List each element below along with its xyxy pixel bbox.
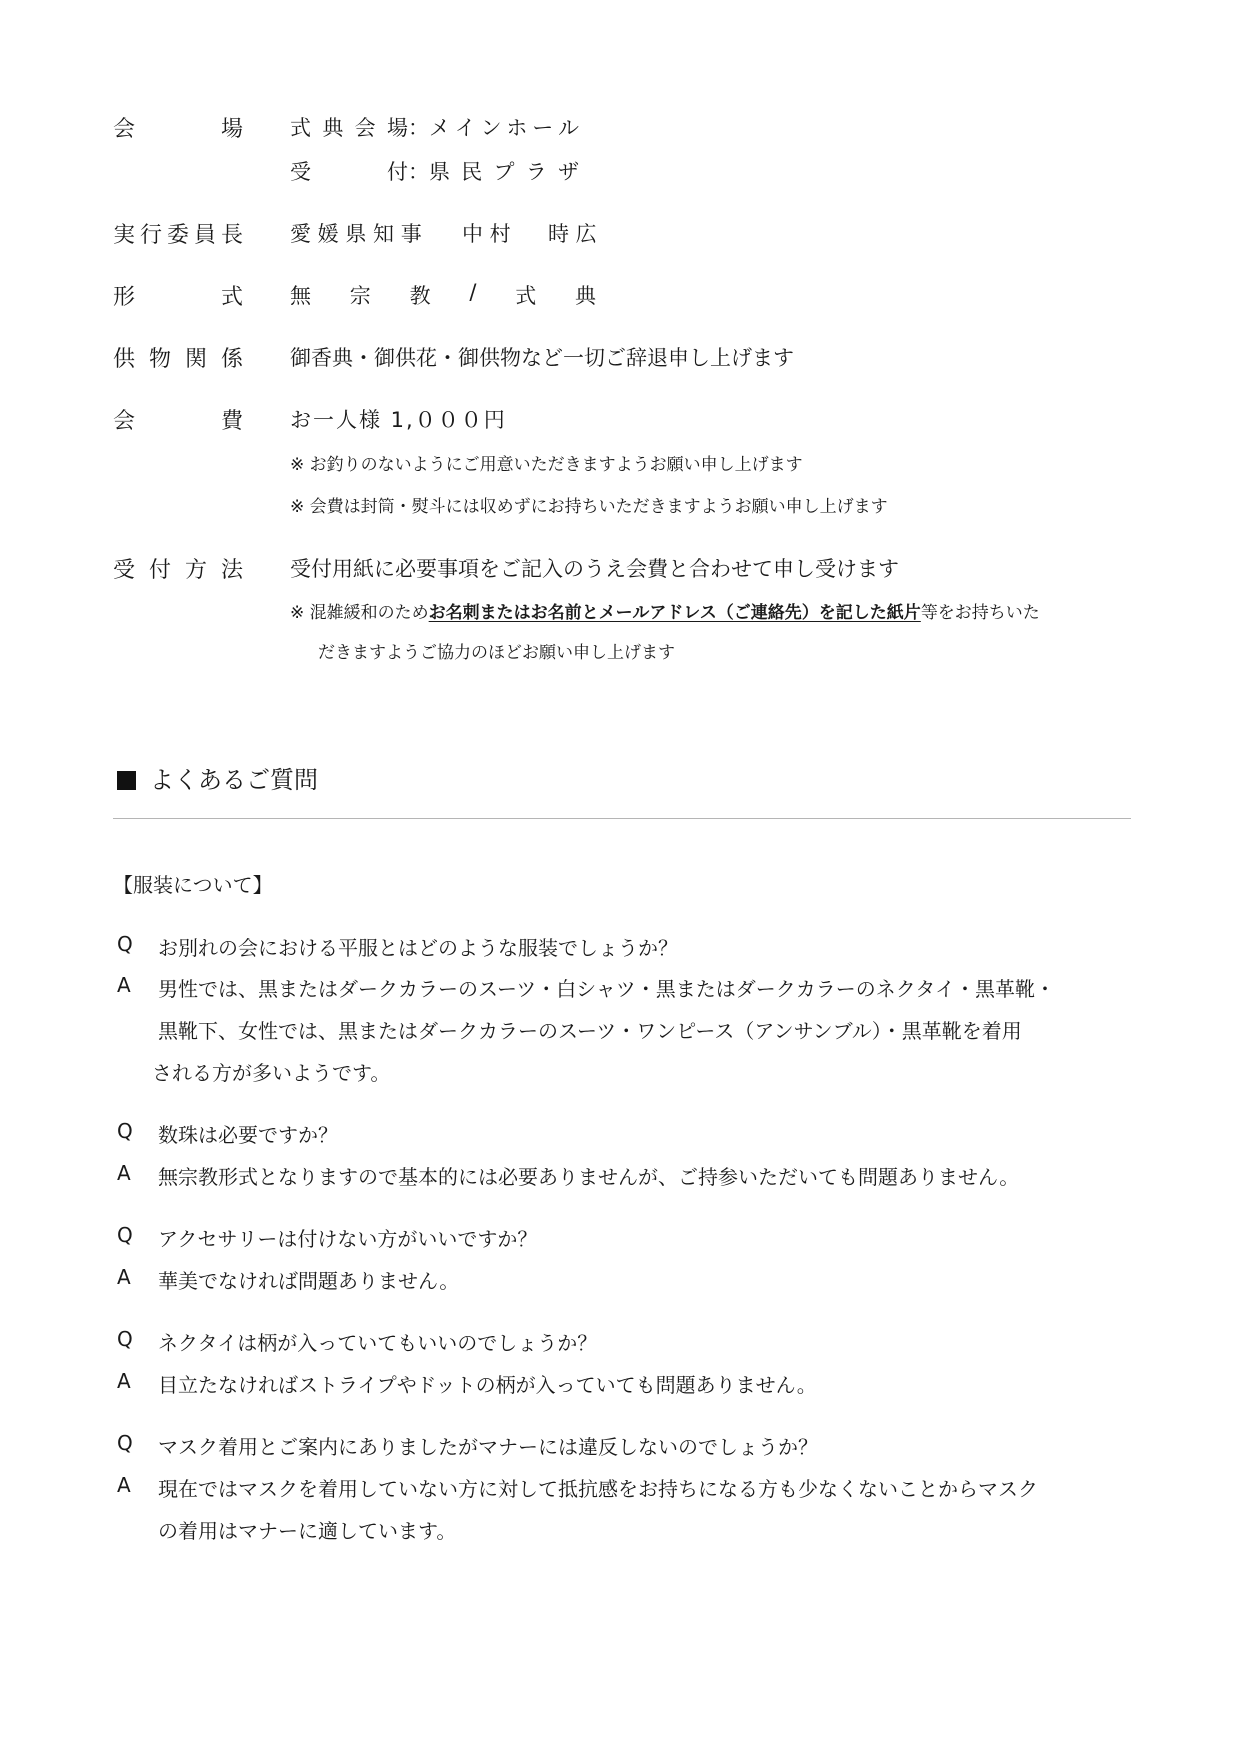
chair-name-given: 時 広 — [548, 222, 597, 246]
venue-label: 会 場 — [113, 117, 243, 142]
answer-text: 華美でなければ問題ありません。 — [158, 1269, 460, 1293]
chair-title: 愛 媛 県 知 事 — [290, 222, 422, 246]
answer-text: 現在ではマスクを着用していない方に対して抵抗感をお持ちになる方も少なくないことからマスク — [158, 1477, 1038, 1501]
faq-heading — [117, 760, 318, 795]
format-value: 無 宗 教 / 式 典 — [290, 280, 596, 308]
question-mark: Q — [117, 1119, 133, 1143]
answer-text: 男性では、黒またはダークカラーのスーツ・白シャツ・黒またはダークカラーのネクタイ・黒革靴・ — [158, 977, 1055, 1001]
fee-note-1: ※ お釣りのないようにご用意いただきますようお願い申し上げます — [290, 455, 803, 475]
faq-title: よくあるご質問 — [150, 766, 318, 794]
format-label: 形 式 — [113, 285, 243, 310]
answer-text: 黒靴下、女性では、黒またはダークカラーのスーツ・ワンピース（アンサンブル）・黒革靴を着用 — [158, 1019, 1022, 1043]
question-mark: Q — [117, 1223, 133, 1247]
answer-mark: A — [117, 1265, 131, 1289]
question-text: マスク着用とご案内にありましたがマナーには違反しないのでしょうか？ — [158, 1435, 818, 1459]
offerings-value: 御香典・御供花・御供物など一切ご辞退申し上げます — [290, 346, 794, 370]
answer-text: 無宗教形式となりますので基本的には必要ありませんが、ご持参いただいても問題ありません。 — [158, 1165, 1020, 1189]
answer-text: 目立たなければストライプやドットの柄が入っていても問題ありません。 — [158, 1373, 817, 1397]
offerings-label: 供 物 関 係 — [113, 347, 243, 372]
question-text: ネクタイは柄が入っていてもいいのでしょうか？ — [158, 1331, 598, 1355]
answer-text: の着用はマナーに適しています。 — [158, 1519, 457, 1543]
question-text: お別れの会における平服とはどのような服装でしょうか？ — [158, 936, 678, 960]
answer-mark: A — [117, 973, 131, 997]
reception-note-line-2: だきますようご協力のほどお願い申し上げます — [318, 643, 675, 663]
square-bullet-icon — [117, 771, 136, 790]
venue-line-1 — [290, 112, 579, 142]
reception-value: 受付用紙に必要事項をご記入のうえ会費と合わせて申し受けます — [290, 557, 899, 581]
venue-line-2 — [290, 156, 579, 186]
reception-note-suffix: 等をお持ちいた — [920, 603, 1040, 623]
answer-mark: A — [117, 1473, 131, 1497]
reception-note — [290, 598, 1040, 623]
question-mark: Q — [117, 1431, 133, 1455]
question-mark: Q — [117, 932, 133, 956]
venue-hall-value: メ イ ン ホ ー ル — [429, 116, 579, 140]
fee-value: お一人様 1,０００円 — [290, 408, 507, 432]
faq-divider — [113, 818, 1131, 819]
fee-note-2: ※ 会費は封筒・熨斗には収めずにお持ちいただきますようお願い申し上げます — [290, 497, 888, 517]
reception-note-prefix: ※ 混雑緩和のため — [290, 603, 429, 623]
reception-note-bold: お名刺またはお名前とメールアドレス（ご連絡先）を記した紙片 — [428, 603, 921, 623]
venue-reception-value: 県 民 プ ラ ザ — [429, 160, 579, 184]
chair-label: 実 行 委 員 長 — [113, 223, 243, 248]
venue-reception-sep: ： — [408, 160, 429, 184]
faq-category: 【服装について】 — [113, 873, 273, 897]
chair-name-family: 中 村 — [462, 222, 511, 246]
fee-label: 会 費 — [113, 409, 243, 434]
venue-reception-label: 受 付 — [290, 160, 408, 184]
question-mark: Q — [117, 1327, 133, 1351]
venue-hall-sep: ： — [408, 116, 429, 140]
question-text: 数珠は必要ですか？ — [158, 1123, 338, 1147]
venue-hall-label: 式 典 会 場 — [290, 116, 408, 140]
answer-mark: A — [117, 1161, 131, 1185]
answer-text: される方が多いようです。 — [152, 1061, 391, 1085]
reception-label: 受 付 方 法 — [113, 558, 243, 583]
answer-mark: A — [117, 1369, 131, 1393]
question-text: アクセサリーは付けない方がいいですか？ — [158, 1227, 538, 1251]
